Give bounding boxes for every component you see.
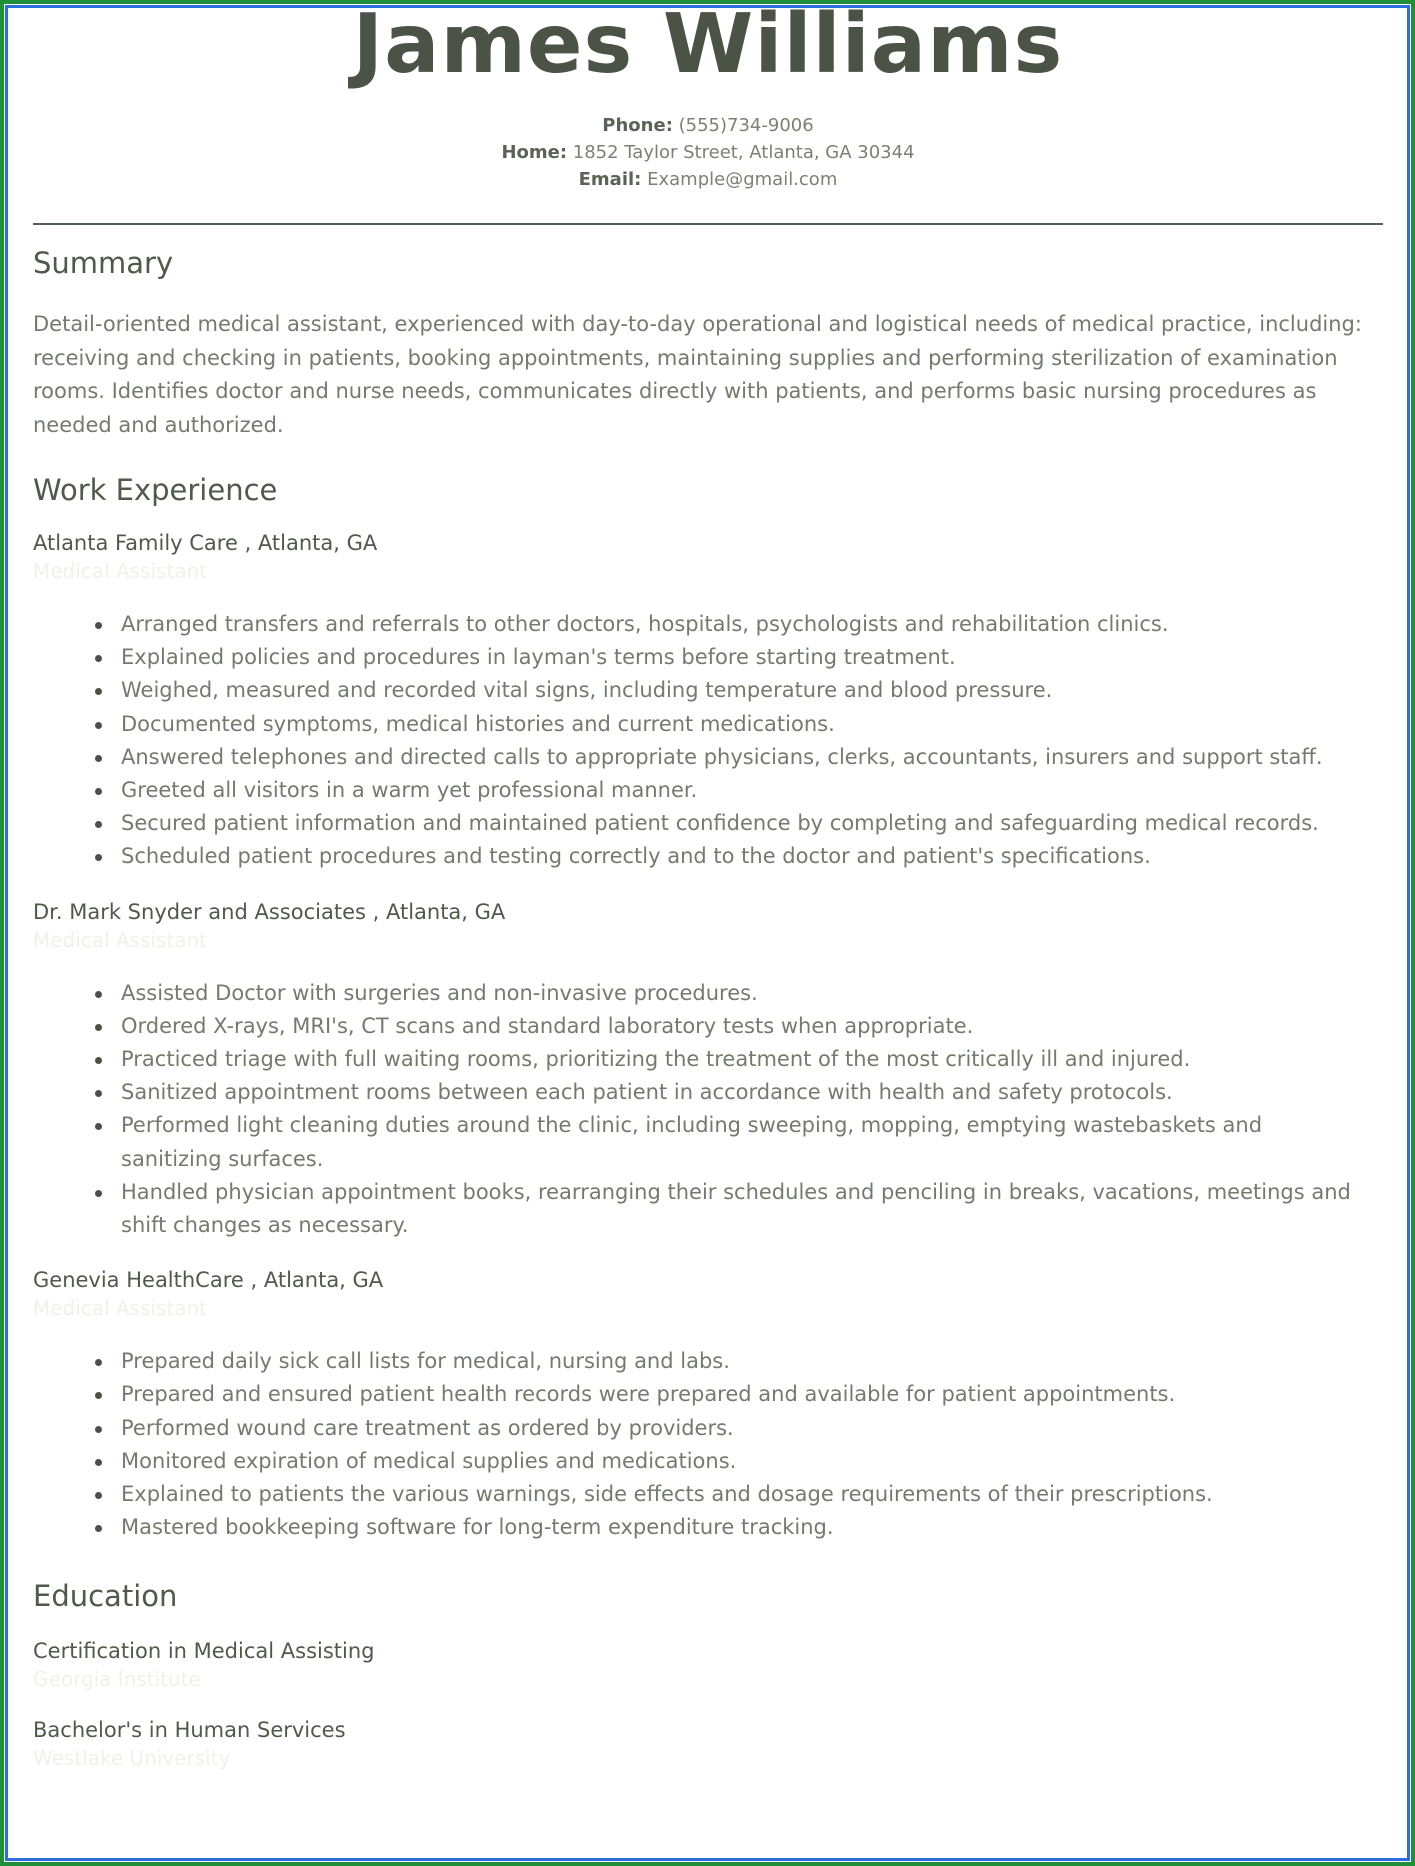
summary-text: Detail-oriented medical assistant, experienced with day-to-day operational and logistical needs of medical practice, including: receiving and checking in patients, booking appointments, maintaining supplies and performing sterilization of examination rooms. Identifies doctor and nurse needs, communicates directly with patients, and performs basic nursing procedures as needed and authorized.: [33, 312, 1362, 437]
contact-block: [33, 112, 1383, 193]
work-experience-heading: Work Experience: [33, 473, 278, 507]
email-value: Example@gmail.com: [647, 169, 838, 190]
phone-line: [33, 112, 1383, 139]
summary-heading: Summary: [33, 246, 174, 280]
duty-item: Scheduled patient procedures and testing correctly and to the doctor and patient's specifications.: [121, 840, 1383, 873]
resume-page: [33, 0, 1383, 1773]
duty-item: Explained policies and procedures in layman's terms before starting treatment.: [121, 641, 1383, 674]
duty-item: Practiced triage with full waiting rooms, prioritizing the treatment of the most critically ill and injured.: [121, 1043, 1383, 1076]
phone-label: Phone:: [602, 115, 673, 136]
header-divider: [33, 223, 1383, 225]
education-entry: [33, 1720, 1383, 1773]
duty-item: Answered telephones and directed calls to appropriate physicians, clerks, accountants, insurers and support staff.: [121, 741, 1383, 774]
job-title: Genevia HealthCare , Atlanta, GA: [33, 1268, 384, 1293]
job-role: Medical Assistant: [33, 559, 208, 583]
duty-item: Sanitized appointment rooms between each patient in accordance with health and safety protocols.: [121, 1076, 1383, 1109]
duty-item: Explained to patients the various warnings, side effects and dosage requirements of their prescriptions.: [121, 1478, 1383, 1511]
job-entry: [33, 1270, 1383, 1544]
job-title: Dr. Mark Snyder and Associates , Atlanta, GA: [33, 899, 506, 924]
duty-item: Greeted all visitors in a warm yet professional manner.: [121, 774, 1383, 807]
job-title: Atlanta Family Care , Atlanta, GA: [33, 531, 378, 555]
email-label: Email:: [578, 169, 642, 190]
education-heading: Education: [33, 1579, 178, 1614]
home-label: Home:: [501, 142, 568, 163]
degree-title: Bachelor's in Human Services: [33, 1718, 346, 1743]
duty-item: Arranged transfers and referrals to other doctors, hospitals, psychologists and rehabilitation clinics.: [121, 608, 1383, 641]
duty-item: Prepared daily sick call lists for medical, nursing and labs.: [121, 1345, 1383, 1378]
home-value: 1852 Taylor Street, Atlanta, GA 30344: [572, 142, 915, 163]
education-entry: [33, 1641, 1383, 1694]
degree-title: Certification in Medical Assisting: [33, 1639, 375, 1664]
institution-name: Georgia Institute: [33, 1667, 201, 1692]
phone-value: (555)734-9006: [678, 115, 814, 136]
duty-item: Handled physician appointment books, rearranging their schedules and penciling in breaks, vacations, meetings and shift changes as necessary.: [121, 1176, 1383, 1242]
duty-item: Documented symptoms, medical histories and current medications.: [121, 708, 1383, 741]
duty-item: Ordered X-rays, MRI's, CT scans and standard laboratory tests when appropriate.: [121, 1010, 1383, 1043]
duty-item: Prepared and ensured patient health records were prepared and available for patient appointments.: [121, 1378, 1383, 1411]
job-entry: [33, 899, 1383, 1243]
duty-item: Mastered bookkeeping software for long-term expenditure tracking.: [121, 1511, 1383, 1544]
duty-list: [33, 977, 1383, 1243]
job-role: Medical Assistant: [33, 927, 208, 952]
duty-item: Performed light cleaning duties around the clinic, including sweeping, mopping, emptying wastebaskets and sanitizing surfaces.: [121, 1109, 1383, 1175]
duty-item: Secured patient information and maintained patient confidence by completing and safeguarding medical records.: [121, 807, 1383, 840]
duty-list: [33, 1345, 1383, 1544]
duty-item: Weighed, measured and recorded vital signs, including temperature and blood pressure.: [121, 674, 1383, 707]
job-role: Medical Assistant: [33, 1296, 208, 1321]
duty-list: [33, 608, 1383, 874]
candidate-name: James Williams: [352, 0, 1064, 92]
job-entry: [33, 533, 1383, 874]
institution-name: Westlake University: [33, 1746, 231, 1771]
home-line: [33, 139, 1383, 166]
duty-item: Performed wound care treatment as ordered by providers.: [121, 1412, 1383, 1445]
duty-item: Monitored expiration of medical supplies and medications.: [121, 1445, 1383, 1478]
duty-item: Assisted Doctor with surgeries and non-invasive procedures.: [121, 977, 1383, 1010]
email-line: [33, 166, 1383, 193]
